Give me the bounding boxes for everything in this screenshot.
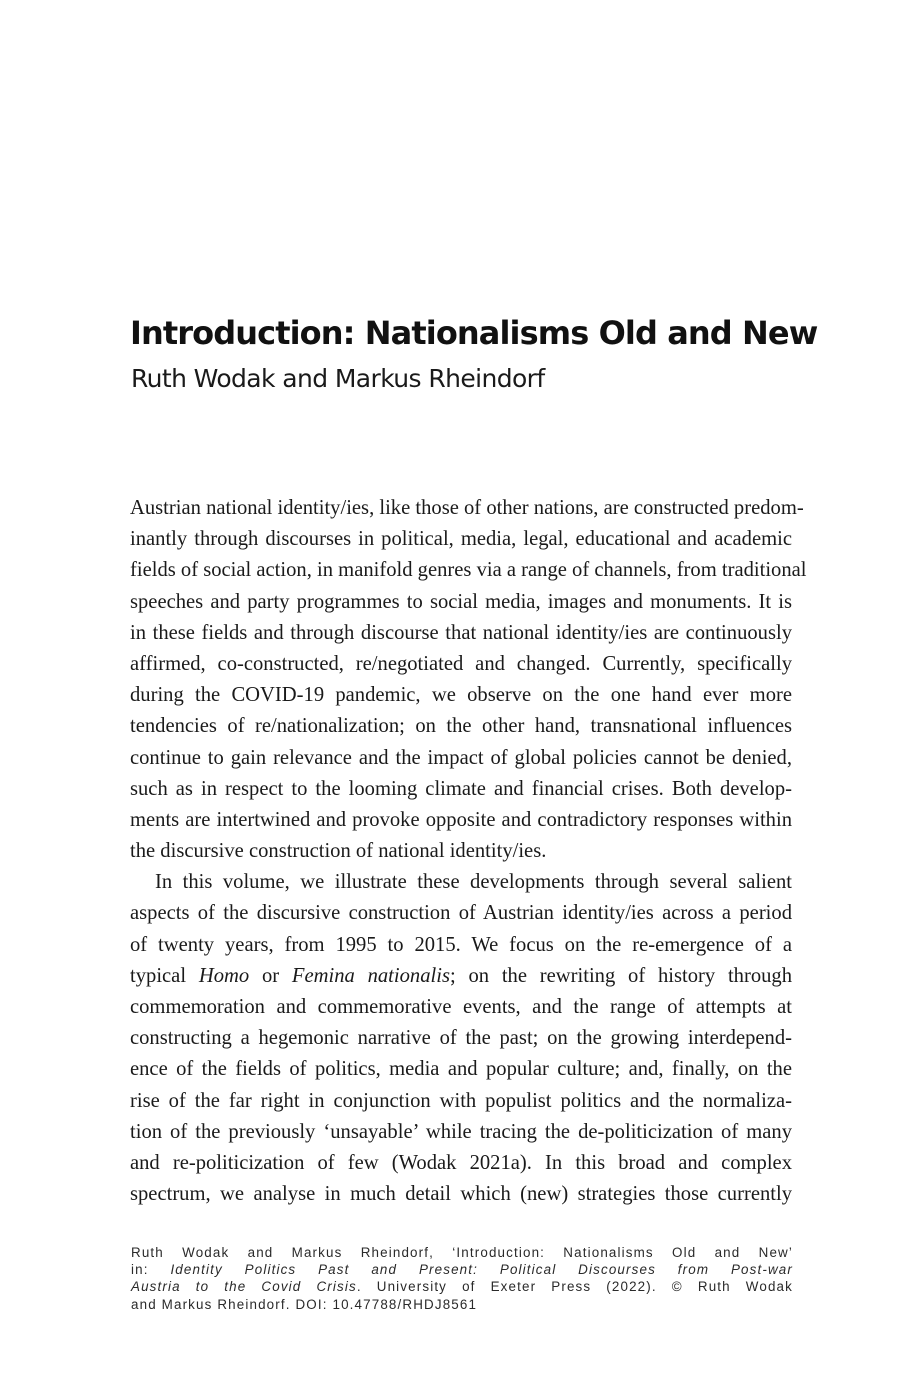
chapter-authors: Ruth Wodak and Markus Rheindorf: [131, 364, 545, 393]
text-line: inantly through discourses in political, media, legal, educational and academic: [130, 528, 792, 551]
text-line: continue to gain relevance and the impact of global policies cannot be denied,: [130, 746, 792, 769]
text-run: typical: [130, 964, 199, 987]
text-run: or: [249, 964, 292, 987]
citation-line: [131, 1261, 793, 1278]
text-line: such as in respect to the looming climate and financial crises. Both develop-: [130, 777, 792, 800]
text-line: rise of the far right in conjunction with populist politics and the normaliza-: [130, 1089, 792, 1112]
text-line: affirmed, co-constructed, re/negotiated and changed. Currently, specifically: [130, 652, 792, 675]
text-line: ence of the fields of politics, media and popular culture; and, finally, on the: [130, 1058, 792, 1081]
text-line: aspects of the discursive construction of Austrian identity/ies across a period: [130, 902, 792, 925]
text-line: In this volume, we illustrate these developments through several salient: [155, 871, 792, 894]
text-run: . University of Exeter Press (2022). © Ruth Wodak: [356, 1279, 793, 1295]
text-line: Austrian national identity/ies, like those of other nations, are constructed predom-: [130, 497, 804, 519]
text-line: and re-politicization of few (Wodak 2021a). In this broad and complex: [130, 1151, 792, 1174]
text-line: during the COVID-19 pandemic, we observe on the one hand ever more: [130, 684, 792, 707]
text-line: spectrum, we analyse in much detail which (new) strategies those currently: [130, 1183, 792, 1206]
paragraph: [130, 867, 792, 1210]
text-line: speeches and party programmes to social media, images and monuments. It is: [130, 590, 792, 613]
text-line: fields of social action, in manifold genres via a range of channels, from traditional: [130, 559, 807, 582]
text-line: [130, 961, 792, 992]
text-run: ; on the rewriting of history through: [449, 964, 793, 987]
text-line: ments are intertwined and provoke opposite and contradictory responses within: [130, 808, 792, 831]
citation-line: [131, 1278, 793, 1295]
citation-line: Ruth Wodak and Markus Rheindorf, ‘Introduction: Nationalisms Old and New’: [131, 1245, 793, 1260]
italic-term: Homo: [198, 964, 250, 987]
italic-term: Femina nationalis: [291, 964, 450, 987]
text-line: constructing a hegemonic narrative of the past; on the growing interdepend-: [130, 1027, 792, 1050]
chapter-title: Introduction: Nationalisms Old and New: [130, 314, 818, 352]
book-title: Identity Politics Past and Present: Political Discourses from Post-war: [170, 1262, 793, 1278]
citation-footer: [131, 1244, 793, 1313]
text-run: in:: [131, 1262, 171, 1278]
text-line: the discursive construction of national identity/ies.: [130, 840, 547, 863]
book-title: Austria to the Covid Crisis: [131, 1279, 357, 1295]
text-line: tion of the previously ‘unsayable’ while tracing the de-politicization of many: [130, 1120, 792, 1143]
paragraph: [130, 493, 807, 867]
text-line: commemoration and commemorative events, and the range of attempts at: [130, 996, 792, 1018]
text-line: tendencies of re/nationalization; on the other hand, transnational influences: [130, 715, 792, 738]
text-line: in these fields and through discourse that national identity/ies are continuously: [130, 621, 792, 644]
body-text: [130, 493, 807, 1210]
text-line: of twenty years, from 1995 to 2015. We focus on the re-emergence of a: [130, 933, 792, 956]
citation-line: and Markus Rheindorf. DOI: 10.47788/RHDJ8561: [131, 1296, 478, 1312]
